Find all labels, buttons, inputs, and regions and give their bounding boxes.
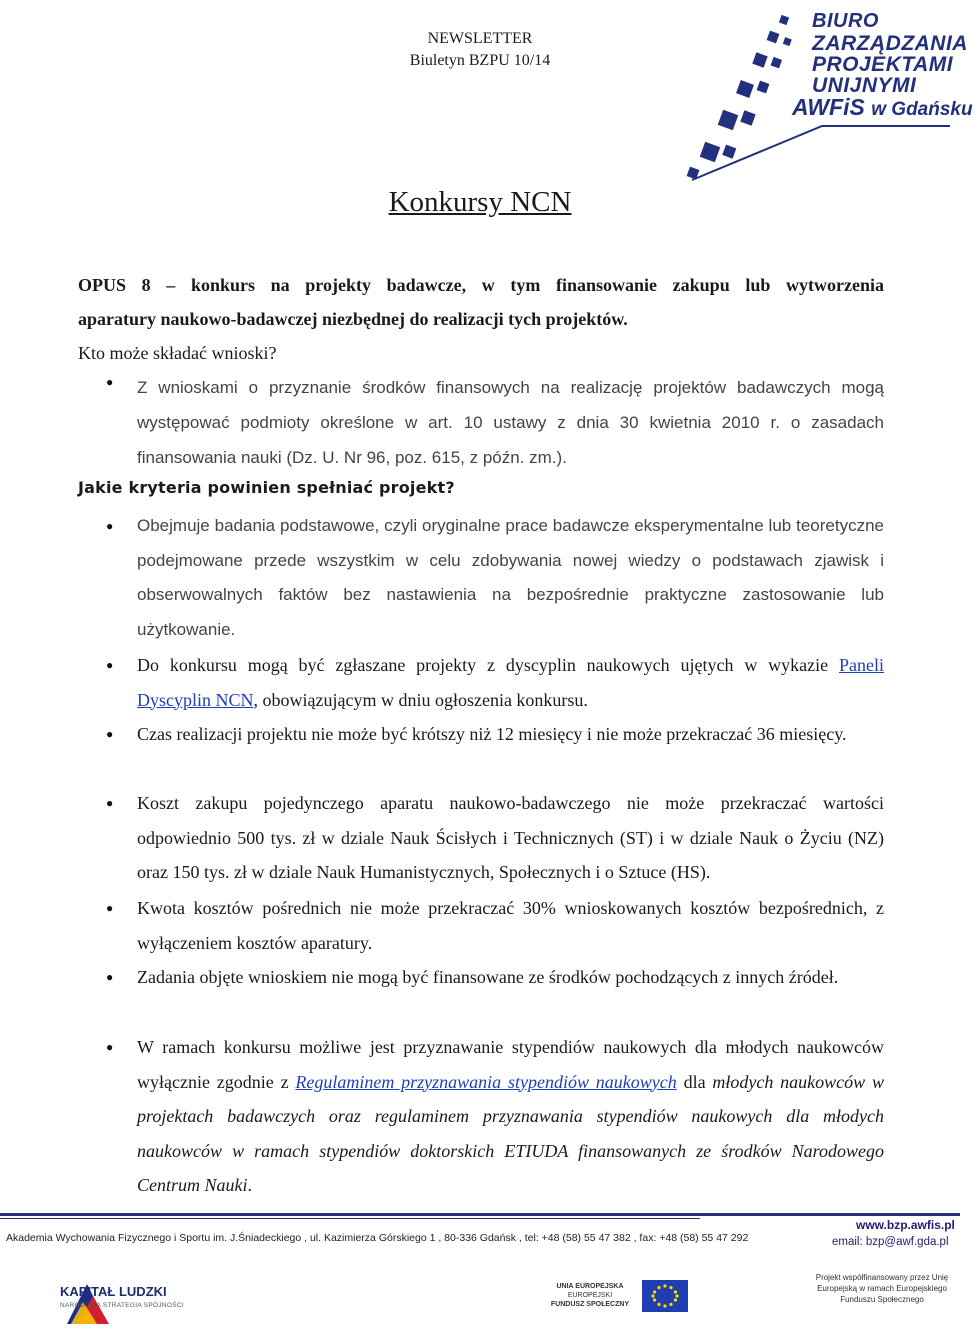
criteria-item-1: Obejmuje badania podstawowe, czyli oryginalne prace badawcze eksperymentalne lub teoretyczne podejmowane przede wszystkim w celu zdobywania nowej wiedzy o podstawach zjawisk i obserwowalnych faktów bez nastawienia na bezpośrednie praktyczne zastosowanie lub użytkowanie. [137, 516, 884, 639]
criteria-item-7-text: W ramach konkursu możliwe jest przyznawanie stypendiów naukowych dla młodych naukowców wyłącznie zgodnie z [137, 1037, 884, 1092]
who-bullet-text: Z wnioskami o przyznanie środków finansowych na realizację projektów badawczych mogą występować podmioty określone w art. 10 ustawy z dnia 30 kwietnia 2010 r. o zasadach finansowania nauki (Dz. U. Nr 96, poz. 615, z późn. zm.). [137, 378, 884, 467]
bulletin-issue: Biuletyn BZPU 10/14 [409, 52, 551, 69]
newsletter-header [390, 28, 570, 72]
criteria-item-4: Koszt zakupu pojedynczego aparatu naukowo-badawczego nie może przekraczać wartości odpowiednio 500 tys. zł w dziale Nauk Ścisłych i Technicznych (ST) i w dziale Nauk o Życiu (NZ) oraz 150 tys. zł w dziale Nauk Humanistycznych, Społecznych i o Sztuce (HS). [137, 793, 884, 882]
logo-city-text: w Gdańsku [871, 99, 973, 120]
intro-paragraph [78, 268, 884, 336]
bullet-icon: ● [106, 375, 114, 389]
footer-address: Akademia Wychowania Fizycznego i Sportu im. J.Śniadeckiego , ul. Kazimierza Górskiego 1 , 80-336 Gdańsk , tel: +48 (58) 55 47 382 , fax: +48 (58) 55 47 292 [6, 1232, 749, 1244]
criteria-item-3: Czas realizacji projektu nie może być krótszy niż 12 miesięcy i nie może przekraczać 36 miesięcy. [137, 724, 847, 744]
scholarship-rules-link[interactable]: Regulaminem przyznawania stypendiów naukowych [295, 1071, 677, 1092]
bullet-icon: ● [106, 796, 114, 810]
kapital-ludzki-name: KAPITAŁ LUDZKI [60, 1284, 167, 1299]
criteria-item-7 [137, 1030, 884, 1203]
criteria-item-2-text: Do konkursu mogą być zgłaszane projekty z dyscyplin naukowych ujętych w wykazie [137, 655, 839, 675]
logo-line-2: ZARZĄDZANIA [812, 32, 968, 55]
panels-ncn-link[interactable]: Paneli Dyscyplin NCN [137, 655, 884, 710]
kapital-ludzki-subtitle: NARODOWA STRATEGIA SPÓJNOŚCI [60, 1302, 184, 1309]
newsletter-label: NEWSLETTER [427, 30, 533, 47]
bullet-icon: ● [106, 901, 114, 915]
intro-line-1: OPUS 8 – konkurs na projekty badawcze, w tym finansowanie zakupu lub wytworzenia [78, 275, 884, 295]
footer-email-link[interactable]: email: bzp@awf.gda.pl [832, 1236, 949, 1248]
bzpu-logo [672, 8, 973, 183]
cofinancing-note: Projekt współfinansowany przez Unię Europejską w ramach Europejskiego Funduszu Społecznego [815, 1273, 949, 1304]
bullet-icon: ● [106, 519, 114, 533]
criteria-item-5: Kwota kosztów pośrednich nie może przekraczać 30% wnioskowanych kosztów bezpośrednich, z wyłączeniem kosztów aparatury. [137, 898, 884, 953]
logo-line-1: BIURO [812, 10, 879, 32]
logo-line-3: PROJEKTAMI [812, 53, 954, 76]
criteria-item-2-tail: , obowiązującym w dniu ogłoszenia konkursu. [253, 689, 588, 710]
logo-line-4: UNIJNYMI [812, 74, 917, 97]
question-criteria: Jakie kryteria powinien spełniać projekt? [78, 478, 455, 497]
bullet-icon: ● [106, 970, 114, 984]
criteria-item-2 [137, 648, 884, 717]
criteria-item-7-italic: młodych naukowców w projektach badawczych oraz regulaminem przyznawania stypendiów naukowych dla młodych naukowców w ramach stypendiów doktorskich ETIUDA finansowanych ze środków Narodowego Centrum Nauki [137, 1071, 884, 1195]
logo-awfis [792, 94, 973, 121]
footer-divider [0, 1213, 960, 1216]
page-title: Konkursy NCN [388, 186, 572, 218]
bullet-icon: ● [106, 727, 114, 741]
eu-flag-icon [642, 1280, 688, 1312]
criteria-item-7-mid: dla [676, 1071, 713, 1092]
question-who: Kto może składać wnioski? [78, 343, 277, 363]
logo-awfis-text: AWFiS [792, 94, 865, 120]
bullet-icon: ● [106, 1040, 114, 1054]
eu-line-1: UNIA EUROPEJSKA [556, 1283, 624, 1290]
eu-line-3: FUNDUSZ SPOŁECZNY [550, 1301, 630, 1308]
eu-line-2: EUROPEJSKI [567, 1292, 613, 1299]
criteria-item-7-end: . [247, 1175, 252, 1195]
footer-divider-thin [0, 1218, 700, 1219]
intro-line-2: aparatury naukowo-badawczej niezbędnej do realizacji tych projektów. [78, 309, 628, 329]
bullet-icon: ● [106, 658, 114, 672]
criteria-item-6: Zadania objęte wnioskiem nie mogą być finansowane ze środków pochodzących z innych źródeł. [137, 967, 839, 987]
eu-label [540, 1282, 640, 1309]
footer-website-link[interactable]: www.bzp.awfis.pl [856, 1218, 955, 1232]
